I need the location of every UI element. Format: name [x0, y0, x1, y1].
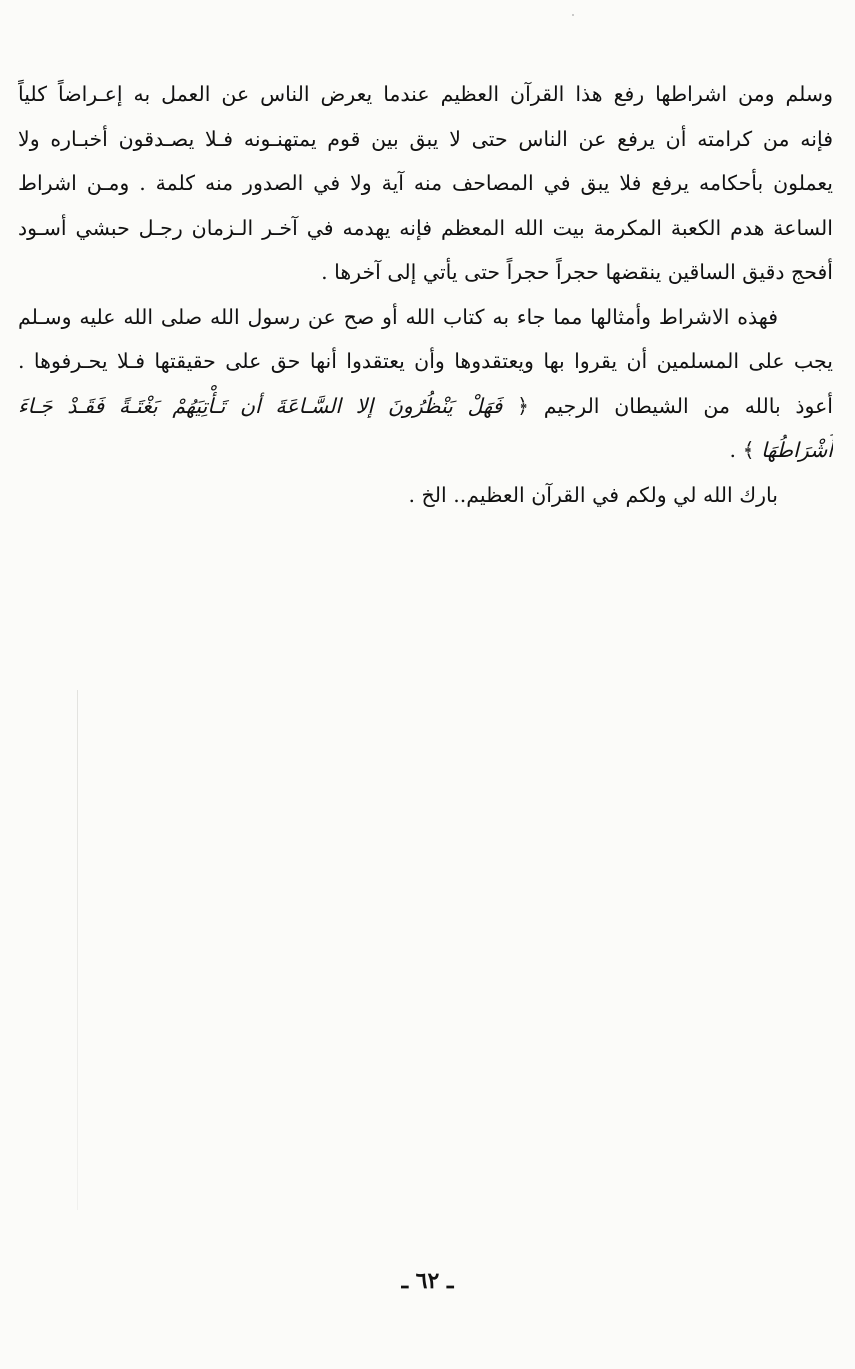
text-line: يعملون بأحكامه يرفع فلا يبق في المصاحف منه آية ولا في الصدور منه كلمة . ومـن اشراط: [18, 171, 833, 195]
verse-line: [18, 428, 833, 473]
text-line: وسلم ومن اشراطها رفع هذا القرآن العظيم عندما يعرض الناس عن العمل به إعـراضاً كلياً: [18, 82, 833, 106]
text-line: الساعة هدم الكعبة المكرمة بيت الله المعظم فإنه يهدمه في آخـر الـزمان رجـل حبشي أسـود: [18, 215, 833, 240]
verse-intro: أعوذ بالله من الشيطان الرجيم: [543, 393, 833, 418]
verse-line: [18, 384, 833, 429]
verse-open-bracket: ﴿: [517, 393, 530, 418]
text-line: فإنه من كرامته أن يرفع عن الناس حتى لا يبق بين قوم يمتهنـونه فـلا يصـدقون أخبـاره ولا: [18, 126, 833, 151]
closing-line: بارك الله لي ولكم في القرآن العظيم.. الخ .: [408, 482, 778, 507]
scan-speck: [572, 14, 574, 16]
verse-close-bracket: ﴾: [742, 438, 755, 462]
text-line: أفحج دقيق الساقين ينقضها حجراً حجراً حتى يأتي إلى آخرها .: [321, 260, 833, 284]
page-gutter-shadow: [77, 690, 78, 1210]
text-line: فهذه الاشراط وأمثالها مما جاء به كتاب الله أو صح عن رسول الله صلى الله عليه وسـلم: [18, 304, 778, 329]
body-text: [18, 72, 833, 517]
page-number: ـ ٦٢ ـ: [401, 1268, 454, 1294]
verse-text: فَهَلْ يَنْظُرُونَ إلا السَّـاعَةَ أن تَـأْتِيَهُمْ بَغْتَـةً فَقَـدْ جَـاءَ: [18, 393, 503, 418]
verse-end-mark: .: [729, 438, 737, 462]
text-line: يجب على المسلمين أن يقروا بها ويعتقدوها وأن يعتقدوا أنها حق على حقيقتها فـلا يحـرفوها .: [18, 349, 833, 373]
verse-text: أَشْرَاطُهَا: [761, 438, 833, 462]
